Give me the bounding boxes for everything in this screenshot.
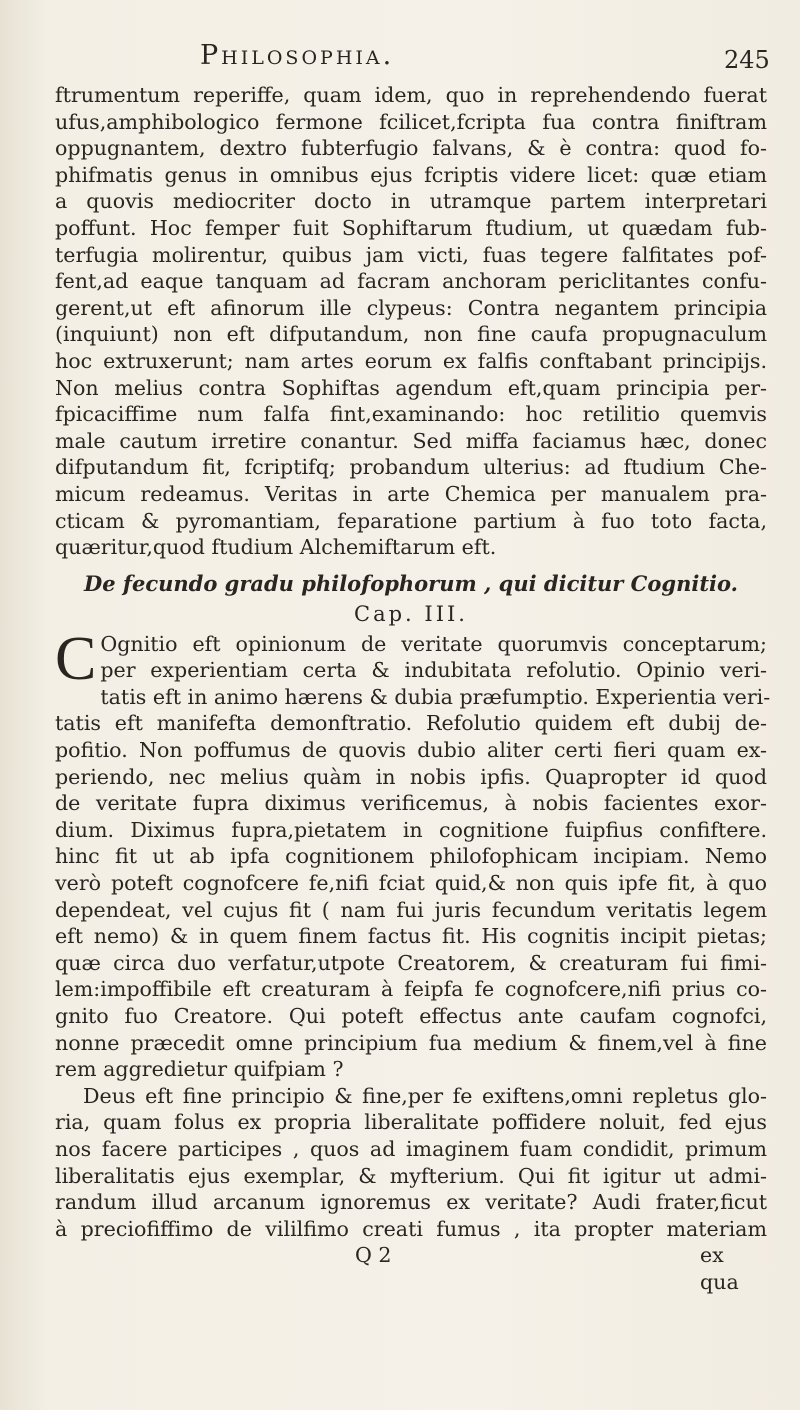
text-line: per experientiam certa & indubitata refolutio. Opinio veri-	[100, 658, 767, 683]
text-line: terfugia molirentur, quibus jam victi, fuas tegere falfitates pof-	[55, 242, 767, 267]
text-line: micum redeamus. Veritas in arte Chemica per manualem pra-	[55, 481, 767, 506]
paragraph-1	[55, 82, 767, 561]
chapter-number: Cap. III.	[354, 601, 468, 626]
text-line: oppugnantem, dextro fubterfugio falvans, & è contra: quod fo-	[55, 136, 767, 161]
page-footer	[55, 1242, 767, 1294]
text-line: dium. Diximus fupra,pietatem in cognitione fuipfius confiftere.	[55, 817, 767, 842]
text-line: verò poteft cognofcere fe,nifi fciat quid,& non quis ipfe fit, à quo	[55, 871, 767, 896]
text-line: ftrumentum reperiffe, quam idem, quo in reprehendendo fuerat	[55, 83, 767, 107]
drop-initial: C	[55, 624, 97, 693]
text-line: nos facere participes , quos ad imaginem fuam condidit, primum	[55, 1136, 767, 1161]
text-line: gnito fuo Creatore. Qui poteft effectus ante caufam cognofci,	[55, 1004, 767, 1028]
text-line: liberalitatis ejus exemplar, & myfterium. Qui fit igitur ut admi-	[55, 1163, 767, 1188]
text-line: a quovis mediocriter docto in utramque partem interpretari	[55, 189, 767, 214]
text-line: periendo, nec melius quàm in nobis ipfis. Quapropter id quod	[55, 764, 767, 789]
text-line: randum illud arcanum ignoremus ex veritate? Audi frater,ficut	[55, 1190, 767, 1215]
text-line: difputandum fit, fcriptifq; probandum ulterius: ad ftudium Che-	[55, 455, 767, 480]
text-line: lem:impoffibile eft creaturam à feipfa fe cognofcere,nifi prius co-	[55, 977, 767, 1002]
text-line: quæ circa duo verfatur,utpote Creatorem, & creaturam fui fimi-	[55, 950, 767, 975]
text-line: dependeat, vel cujus fit ( nam fui juris fecundum veritatis legem	[55, 897, 767, 922]
paragraph-2	[55, 624, 771, 1083]
text-line: rem aggredietur quifpiam ?	[55, 1057, 344, 1082]
text-line: tatis eft in animo hærens & dubia præfumptio. Experientia veri-	[100, 684, 771, 709]
text-line: hinc fit ut ab ipfa cognitionem philofophicam incipiam. Nemo	[55, 844, 767, 869]
text-line: male cautum irretire conantur. Sed miffa faciamus hæc, donec	[55, 428, 767, 453]
text-line: quæritur,quod ftudium Alchemiftarum eft.	[55, 535, 497, 560]
chapter-title: De fecundo gradu philofophorum , qui dicitur Cognitio.	[84, 570, 738, 596]
text-line: gerent,ut eft afinorum ille clypeus: Contra negantem principia	[55, 295, 767, 320]
text-line: (inquiunt) non eft difputandum, non fine caufa propugnaculum	[55, 322, 767, 347]
text-line: fent,ad eaque tanquam ad facram anchoram periclitantes confu-	[55, 269, 767, 294]
text-line: ufus,amphibologico fermone fcilicet,fcripta fua contra finiftram	[55, 109, 767, 134]
text-line: Deus eft fine principio & fine,per fe exiftens,omni repletus glo-	[83, 1083, 767, 1108]
text-block	[55, 82, 771, 1294]
text-line: eft nemo) & in quem finem factus fit. His cognitis incipit pietas;	[55, 924, 767, 949]
text-line: fpicaciffime num falfa fint,examinando: hoc retilitio quemvis	[55, 402, 767, 427]
text-line: phifmatis genus in omnibus ejus fcriptis videre licet: quæ etiam	[55, 162, 767, 187]
running-head: Philosophia.	[200, 40, 395, 71]
paragraph-3	[55, 1083, 767, 1243]
page-number: 245	[724, 46, 770, 74]
text-line: à preciofiffimo de vililfimo creati fumus , ita propter materiam	[55, 1216, 767, 1241]
text-line: ria, quam folus ex propria liberalitate poffidere noluit, fed ejus	[55, 1110, 767, 1135]
text-line: tatis eft manifefta demonftratio. Refolutio quidem eft dubij de-	[55, 711, 767, 736]
text-line: cticam & pyromantiam, feparatione partium à fuo toto facta,	[55, 508, 767, 533]
text-line: poffunt. Hoc femper fuit Sophiftarum ftudium, ut quædam fub-	[55, 215, 767, 240]
text-line: pofitio. Non poffumus de quovis dubio aliter certi fieri quam ex-	[55, 738, 767, 763]
text-line: nonne præcedit omne principium fua medium & finem,vel à fine	[55, 1030, 767, 1055]
signature-mark: Q 2	[355, 1243, 392, 1268]
text-line: de veritate fupra diximus verificemus, à nobis facientes exor-	[55, 791, 767, 816]
text-line: hoc extruxerunt; nam artes eorum ex falfis conftabant principijs.	[55, 348, 767, 373]
page-header	[0, 40, 800, 80]
catchword: ex qua	[700, 1243, 739, 1294]
text-line: Ognitio eft opinionum de veritate quorumvis conceptarum;	[100, 631, 767, 656]
text-line: Non melius contra Sophiftas agendum eft,quam principia per-	[55, 375, 767, 400]
